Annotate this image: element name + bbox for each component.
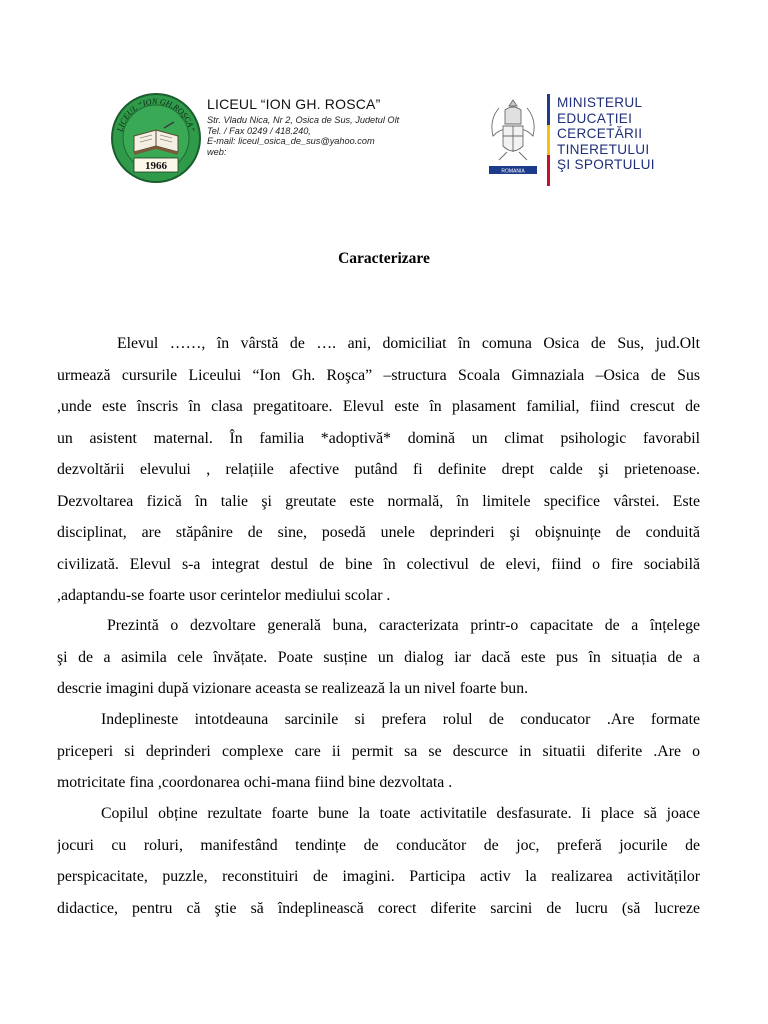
text-line: dezvoltării elevului , relațiile afective putând fi definite drept calde şi prietenoase. <box>57 461 700 478</box>
ministry-line: TINERETULUI <box>557 141 650 157</box>
text-line: ,adaptandu-se foarte usor cerintelor mediului scolar . <box>57 587 391 604</box>
ministry-line: ŞI SPORTULUI <box>557 157 655 173</box>
school-address: Str. Vladu Nica, Nr 2, Osica de Sus, Judetul Olt <box>207 115 400 125</box>
text-line: priceperi si deprinderi complexe care ii permit sa se descurce in situatii diferite .Are o <box>57 742 700 760</box>
school-info <box>207 96 457 157</box>
text-line: civilizată. Elevul s-a integrat destul de bine în colectivul de elevi, fiind o fire sociabilă <box>57 555 700 573</box>
bar-blue <box>547 94 550 125</box>
text-line: ,unde este înscris în clasa pregatitoare. Elevul este în plasament familial, fiind crescut de <box>57 398 700 415</box>
school-emblem-icon <box>110 92 202 184</box>
text-line: Dezvoltarea fizică în talie şi greutate este normală, în limitele specifice vârstei. Este <box>57 492 700 510</box>
tricolor-bar <box>547 94 550 186</box>
ministry-line: CERCETĂRII <box>557 126 643 142</box>
paragraph-4 <box>57 798 700 924</box>
ministry-line: EDUCAŢIEI <box>557 110 633 126</box>
text-line: un asistent maternal. În familia *adoptivă* domină un climat psihologic favorabil <box>57 429 700 447</box>
text-line: şi de a asimila cele învățate. Poate susține un dialog iar dacă este pus în situația de a <box>57 648 700 666</box>
paragraph-1 <box>57 328 700 612</box>
paragraph-3 <box>57 704 700 799</box>
school-name: LICEUL “ION GH. ROSCA” <box>207 96 381 112</box>
ministry-line: MINISTERUL <box>557 95 643 110</box>
bar-yellow <box>547 125 550 156</box>
text-line: motricitate fina ,coordonarea ochi-mana fiind bine dezvoltata . <box>57 774 453 791</box>
text-line: jocuri cu roluri, manifestând tendințe de conducător de joc, preferă jocurile de <box>57 836 700 854</box>
text-line: perspicacitate, puzzle, reconstituiri de imagini. Participa activ la realizarea activităților <box>57 868 700 885</box>
text-line: descrie imagini după vizionare aceasta se realizează la un nivel foarte bun. <box>57 680 529 697</box>
school-email: E-mail: liceul_osica_de_sus@yahoo.com <box>207 136 375 147</box>
text-line: Copilul obține rezultate foarte bune la toate activitatile desfasurate. Ii place să joace <box>101 805 700 822</box>
text-line: urmează cursurile Liceului “Ion Gh. Roşca” –structura Scoala Gimnaziala –Osica de Sus <box>57 366 700 384</box>
logo-arc-text: LICEUL “ION GH.ROŞCA” <box>115 96 197 133</box>
document-title: Caracterizare <box>338 250 430 267</box>
logo-year: 1966 <box>145 160 167 172</box>
text-line: Indeplineste intotdeauna sarcinile si prefera rolul de conducator .Are formate <box>101 711 700 728</box>
text-line: Prezintă o dezvoltare generală buna, caracterizata printr-o capacitate de a înțelege <box>107 617 700 634</box>
romania-crest-icon <box>485 94 541 182</box>
crest-label: ROMANIA <box>501 168 525 175</box>
text-line: didactice, pentru că ştie să îndeplinească corect diferite sarcini de lucru (să lucreze <box>57 899 700 917</box>
paragraph-2 <box>57 610 700 705</box>
text-line: Elevul ……, în vârstă de …. ani, domiciliat în comuna Osica de Sus, jud.Olt <box>117 335 700 352</box>
ministry-name <box>557 95 655 173</box>
bar-red <box>547 155 550 186</box>
text-line: disciplinat, are stăpânire de sine, posedă unele deprinderi şi obişnuințe de conduită <box>57 524 700 541</box>
school-phone: Tel. / Fax 0249 / 418.240, <box>207 125 311 136</box>
school-web: web: <box>207 146 227 157</box>
